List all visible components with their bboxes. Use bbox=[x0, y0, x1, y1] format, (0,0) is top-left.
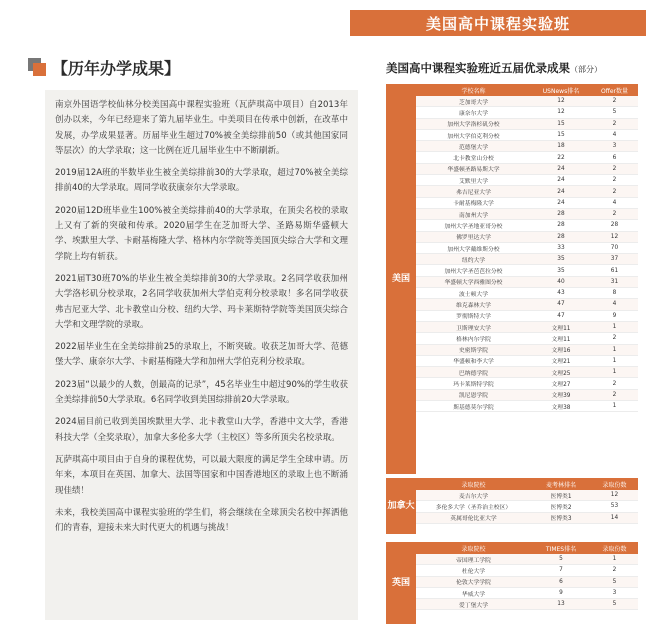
table-cell: 医博类1 bbox=[550, 493, 572, 500]
table-cell: 1 bbox=[612, 346, 617, 353]
table-cell: 帝国理工学院 bbox=[456, 557, 491, 564]
table-cell: 1 bbox=[612, 403, 617, 410]
table-row bbox=[416, 186, 638, 197]
table-cell: 24 bbox=[557, 177, 565, 184]
table-row bbox=[416, 554, 638, 565]
table-cell: 4 bbox=[612, 132, 617, 139]
table-cell: 22 bbox=[557, 154, 565, 161]
table-row bbox=[416, 254, 638, 265]
table-cell: 文理11 bbox=[551, 336, 571, 343]
table-row bbox=[416, 322, 638, 333]
table-row bbox=[416, 277, 638, 288]
header-cell: Offer数量 bbox=[600, 87, 628, 95]
table-cell: 5 bbox=[612, 601, 617, 608]
paragraph: 2020届12D班毕业生100%被全美综排前40的大学录取，在顶尖名校的录取上又有了新的突破和传承。2020届学生在芝加哥大学、圣路易斯华盛顿大学、埃默里大学、卡耐基梅隆大学、格林内尔学院等美国顶尖综合大学和文理学院上均有斩获。 bbox=[55, 205, 348, 262]
table-cell: 艾默里大学 bbox=[459, 178, 488, 185]
table-cell: 13 bbox=[557, 601, 565, 608]
table-cell: 9 bbox=[612, 312, 617, 319]
table-cell: 麦吉尔大学 bbox=[459, 493, 488, 500]
table-cell: 31 bbox=[610, 278, 619, 285]
table-cell: 巴纳德学院 bbox=[459, 370, 488, 377]
table-cell: 加州大学圣芭芭拉分校 bbox=[444, 269, 503, 276]
section-header bbox=[28, 54, 353, 80]
table-cell: 英属哥伦比亚大学 bbox=[450, 516, 497, 523]
paragraph: 2019届12A班的半数毕业生被全美综排前30的大学录取，超过70%被全美综排前40的大学录取。周同学收获康奈尔大学录取。 bbox=[55, 168, 348, 194]
header-cell: 录取份数 bbox=[602, 481, 627, 489]
square-icon bbox=[28, 58, 46, 76]
table-row bbox=[416, 390, 638, 401]
table-header bbox=[416, 478, 638, 490]
table-cell: 47 bbox=[557, 301, 565, 308]
table-cell: 61 bbox=[610, 267, 619, 274]
table-cell: 加州大学伯克利分校 bbox=[447, 133, 500, 140]
table-row bbox=[416, 96, 638, 107]
section-title: 【历年办学成果】 bbox=[52, 58, 181, 78]
table-row bbox=[416, 565, 638, 576]
table-row bbox=[416, 141, 638, 152]
table-cell: 文理16 bbox=[551, 348, 571, 355]
table-cell: 14 bbox=[610, 514, 619, 521]
table-cell: 2 bbox=[612, 391, 617, 398]
table-row bbox=[416, 107, 638, 118]
table-cell: 多伦多大学（圣乔治主校区） bbox=[435, 504, 512, 511]
table-cell: 康奈尔大学 bbox=[459, 110, 488, 117]
table-header bbox=[416, 84, 638, 96]
table-cell: 24 bbox=[557, 199, 565, 206]
table-cell: 伦敦大学学院 bbox=[456, 580, 491, 587]
table-cell: 28 bbox=[610, 222, 619, 229]
table-cell: 2 bbox=[612, 188, 617, 195]
table-row bbox=[416, 265, 638, 276]
us-table bbox=[386, 84, 638, 474]
table-cell: 加州大学圣地亚哥分校 bbox=[444, 223, 503, 230]
paragraph: 2021届T30班70%的毕业生被全美综排前30的大学录取。2名同学收获加州大学洛杉矶分校录取，2名同学收获加州大学伯克利分校录取！多名同学收获弗吉尼亚大学、北卡教堂山分校、纽约大学、玛卡莱斯特学院等美国顶尖综合大学和文理学院的录取。 bbox=[55, 273, 348, 330]
table-row bbox=[416, 501, 638, 512]
banner-title: 美国高中课程实验班 bbox=[425, 14, 570, 33]
table-row bbox=[416, 378, 638, 389]
table-cell: 文理21 bbox=[551, 359, 571, 366]
table-cell: 文理39 bbox=[551, 393, 571, 400]
table-cell: 范德堡大学 bbox=[459, 144, 488, 151]
table-cell: 南加州大学 bbox=[459, 212, 488, 219]
table-row bbox=[416, 367, 638, 378]
table-row bbox=[416, 490, 638, 501]
table-cell: 爱丁堡大学 bbox=[459, 602, 488, 609]
table-cell: 15 bbox=[557, 120, 565, 127]
table-cell: 玛卡莱斯特学院 bbox=[453, 382, 494, 389]
paragraph: 2023届“以最少的人数，创最高的记录”，45名毕业生中超过90%的学生收获全美综排前50大学录取。6名同学收到美国综排前20大学录取。 bbox=[55, 379, 348, 406]
table-cell: 文理11 bbox=[551, 325, 571, 332]
table-cell: 北卡教堂山分校 bbox=[453, 156, 494, 163]
table-cell: 文理38 bbox=[551, 404, 571, 411]
table-cell: 华盛顿圣路易斯大学 bbox=[447, 167, 500, 174]
table-row bbox=[416, 243, 638, 254]
us-label: 美国 bbox=[386, 84, 416, 474]
uk-table bbox=[386, 542, 638, 624]
table-row bbox=[416, 333, 638, 344]
table-cell: 维克森林大学 bbox=[456, 302, 491, 309]
table-cell: 12 bbox=[557, 98, 565, 105]
results-title-text: 美国高中课程实验班近五届优录成果 bbox=[386, 61, 570, 75]
table-cell: 47 bbox=[557, 312, 565, 319]
paragraph: 瓦萨琪高中项目由于自身的课程优势，可以最大限度的满足学生全球申请。历年来，本项目在英国、加拿大、法国等国家和中国香港地区的录取上也不断涌现佳绩！ bbox=[55, 454, 348, 496]
table-cell: 医博类3 bbox=[550, 516, 572, 523]
table-row bbox=[416, 164, 638, 175]
table-cell: 3 bbox=[612, 590, 617, 597]
table-cell: 7 bbox=[559, 567, 563, 574]
header-cell: 录取院校 bbox=[461, 545, 486, 553]
table-cell: 12 bbox=[610, 233, 619, 240]
table-cell: 1 bbox=[612, 556, 617, 563]
table-cell: 加州大学洛杉矶分校 bbox=[447, 122, 500, 129]
table-cell: 12 bbox=[610, 492, 619, 499]
table-cell: 24 bbox=[557, 165, 565, 172]
canada-label: 加拿大 bbox=[386, 478, 416, 534]
table-cell: 医博类2 bbox=[550, 504, 572, 511]
table-row bbox=[416, 299, 638, 310]
header-cell: 麦考林排名 bbox=[545, 481, 576, 489]
paragraph: 2022届毕业生在全美综排前25的录取上，不断突破。收获芝加哥大学、范德堡大学、康奈尔大学、卡耐基梅隆大学和加州大学伯克利分校录取。 bbox=[55, 342, 348, 368]
history-content bbox=[45, 90, 358, 620]
table-row bbox=[416, 356, 638, 367]
table-cell: 加州大学戴维斯分校 bbox=[447, 246, 500, 253]
table-cell: 卫斯理安大学 bbox=[456, 325, 491, 332]
table-cell: 5 bbox=[559, 556, 563, 563]
table-cell: 华威大学 bbox=[461, 591, 486, 598]
table-cell: 33 bbox=[557, 245, 565, 251]
table-cell: 53 bbox=[610, 503, 619, 510]
header-cell: 录取份数 bbox=[602, 545, 627, 553]
table-row bbox=[416, 232, 638, 243]
table-row bbox=[416, 220, 638, 231]
table-cell: 2 bbox=[612, 211, 617, 218]
table-row bbox=[416, 513, 638, 524]
table-cell: 2 bbox=[612, 567, 617, 574]
table-cell: 4 bbox=[612, 199, 617, 206]
table-cell: 文理27 bbox=[551, 382, 571, 389]
canada-table bbox=[386, 478, 638, 534]
table-cell: 8 bbox=[612, 290, 617, 297]
table-cell: 15 bbox=[557, 132, 565, 139]
table-row bbox=[416, 588, 638, 599]
paragraph: 未来，我校美国高中课程实验班的学生们，将会继续在全球顶尖名校中挥洒他们的青春，迎接未来大时代更大的机遇与挑战！ bbox=[55, 507, 348, 534]
table-row bbox=[416, 345, 638, 356]
table-cell: 9 bbox=[559, 590, 563, 597]
table-cell: 弗吉尼亚大学 bbox=[456, 190, 491, 197]
uk-label: 英国 bbox=[386, 542, 416, 624]
table-cell: 5 bbox=[612, 109, 617, 116]
table-cell: 3 bbox=[612, 143, 617, 150]
table-row bbox=[416, 175, 638, 186]
table-row bbox=[416, 599, 638, 610]
table-row bbox=[416, 401, 638, 412]
table-cell: 28 bbox=[557, 233, 565, 240]
table-cell: 5 bbox=[612, 578, 617, 585]
table-cell: 43 bbox=[557, 290, 565, 297]
table-row bbox=[416, 130, 638, 141]
table-cell: 4 bbox=[612, 301, 617, 308]
paragraph: 2024届目前已收到美国埃默里大学、北卡教堂山大学，香港中文大学，香港科技大学（全奖录取），加拿大多伦多大学（主校区）等多所顶尖名校录取。 bbox=[55, 417, 348, 443]
table-row bbox=[416, 311, 638, 322]
table-cell: 6 bbox=[612, 154, 617, 161]
table-cell: 纽约大学 bbox=[461, 257, 486, 264]
table-cell: 1 bbox=[612, 369, 617, 376]
table-cell: 1 bbox=[612, 324, 617, 331]
table-cell: 40 bbox=[557, 278, 565, 285]
table-cell: 杜伦大学 bbox=[461, 568, 486, 575]
table-cell: 华盛顿和李大学 bbox=[453, 359, 494, 366]
table-cell: 2 bbox=[612, 165, 617, 172]
header-cell: USNews排名 bbox=[542, 87, 580, 95]
table-cell: 28 bbox=[557, 222, 565, 229]
table-cell: 28 bbox=[557, 211, 565, 218]
header-cell: 录取院校 bbox=[461, 481, 486, 489]
table-cell: 18 bbox=[557, 143, 565, 150]
table-cell: 文理25 bbox=[551, 370, 571, 377]
header-cell: TIMES排名 bbox=[545, 545, 577, 553]
table-cell: 波士顿大学 bbox=[459, 291, 488, 298]
table-cell: 37 bbox=[610, 256, 619, 263]
table-header bbox=[416, 542, 638, 554]
results-title-note: （部分） bbox=[570, 65, 602, 74]
table-cell: 芝加哥大学 bbox=[459, 99, 488, 106]
table-cell: 凯尼恩学院 bbox=[459, 393, 488, 400]
table-row bbox=[416, 119, 638, 130]
table-cell: 卡耐基梅隆大学 bbox=[453, 201, 494, 208]
table-cell: 1 bbox=[612, 357, 617, 364]
table-row bbox=[416, 152, 638, 163]
table-cell: 格林内尔学院 bbox=[456, 336, 491, 343]
paragraph: 南京外国语学校仙林分校美国高中课程实验班（瓦萨琪高中项目）自2013年创办以来，今年已经迎来了第九届毕业生。中美项目在传承中创新，在改革中发展，办学成果显著。历届毕业生超过70%被全美综排前50（或其他国家同等层次）的大学录取；这一比例在近几届毕业生中不断刷新。 bbox=[55, 100, 348, 156]
table-cell: 70 bbox=[610, 245, 619, 251]
table-cell: 华盛顿大学西雅图分校 bbox=[444, 280, 503, 287]
table-cell: 罗彻斯特大学 bbox=[456, 314, 491, 321]
table-row bbox=[416, 577, 638, 588]
table-cell: 2 bbox=[612, 98, 617, 105]
table-cell: 史密斯学院 bbox=[459, 348, 488, 355]
table-cell: 斯基德莫尔学院 bbox=[453, 404, 494, 411]
table-row bbox=[416, 209, 638, 220]
table-cell: 35 bbox=[557, 256, 565, 263]
table-cell: 2 bbox=[612, 177, 617, 184]
header-cell: 学校名称 bbox=[461, 87, 486, 95]
table-cell: 2 bbox=[612, 335, 617, 342]
table-cell: 2 bbox=[612, 380, 617, 387]
results-title bbox=[386, 60, 602, 76]
table-row bbox=[416, 198, 638, 209]
table-cell: 24 bbox=[557, 188, 565, 195]
table-row bbox=[416, 288, 638, 299]
table-cell: 35 bbox=[557, 267, 565, 274]
top-banner bbox=[350, 10, 646, 36]
table-cell: 6 bbox=[559, 578, 563, 585]
table-cell: 佛罗里达大学 bbox=[456, 235, 491, 242]
table-cell: 12 bbox=[557, 109, 565, 116]
table-cell: 2 bbox=[612, 120, 617, 127]
